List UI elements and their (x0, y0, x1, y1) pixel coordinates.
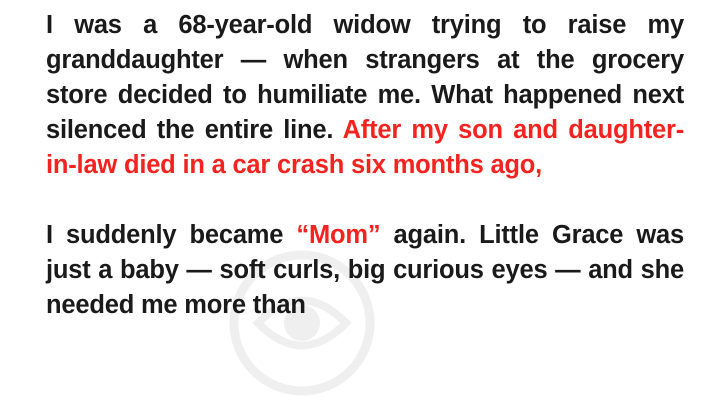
mom-quote: “Mom” (296, 221, 381, 249)
lead-text-run: I was a 68-year-old widow trying to raise my granddaughter — when strangers at the grocery store decided to humiliate me. What happened next silenced the entire line. (46, 11, 684, 144)
lead-paragraph (46, 8, 684, 183)
second-text-run-b: again. Little Grace was just a baby — soft curls, big curious eyes — and she needed me more than (46, 221, 685, 319)
lead-highlight-run: After my son and daughter-in-law died in a car crash six months ago, (46, 116, 684, 179)
second-text-run-a: I suddenly became (46, 221, 297, 249)
second-paragraph (46, 218, 684, 323)
